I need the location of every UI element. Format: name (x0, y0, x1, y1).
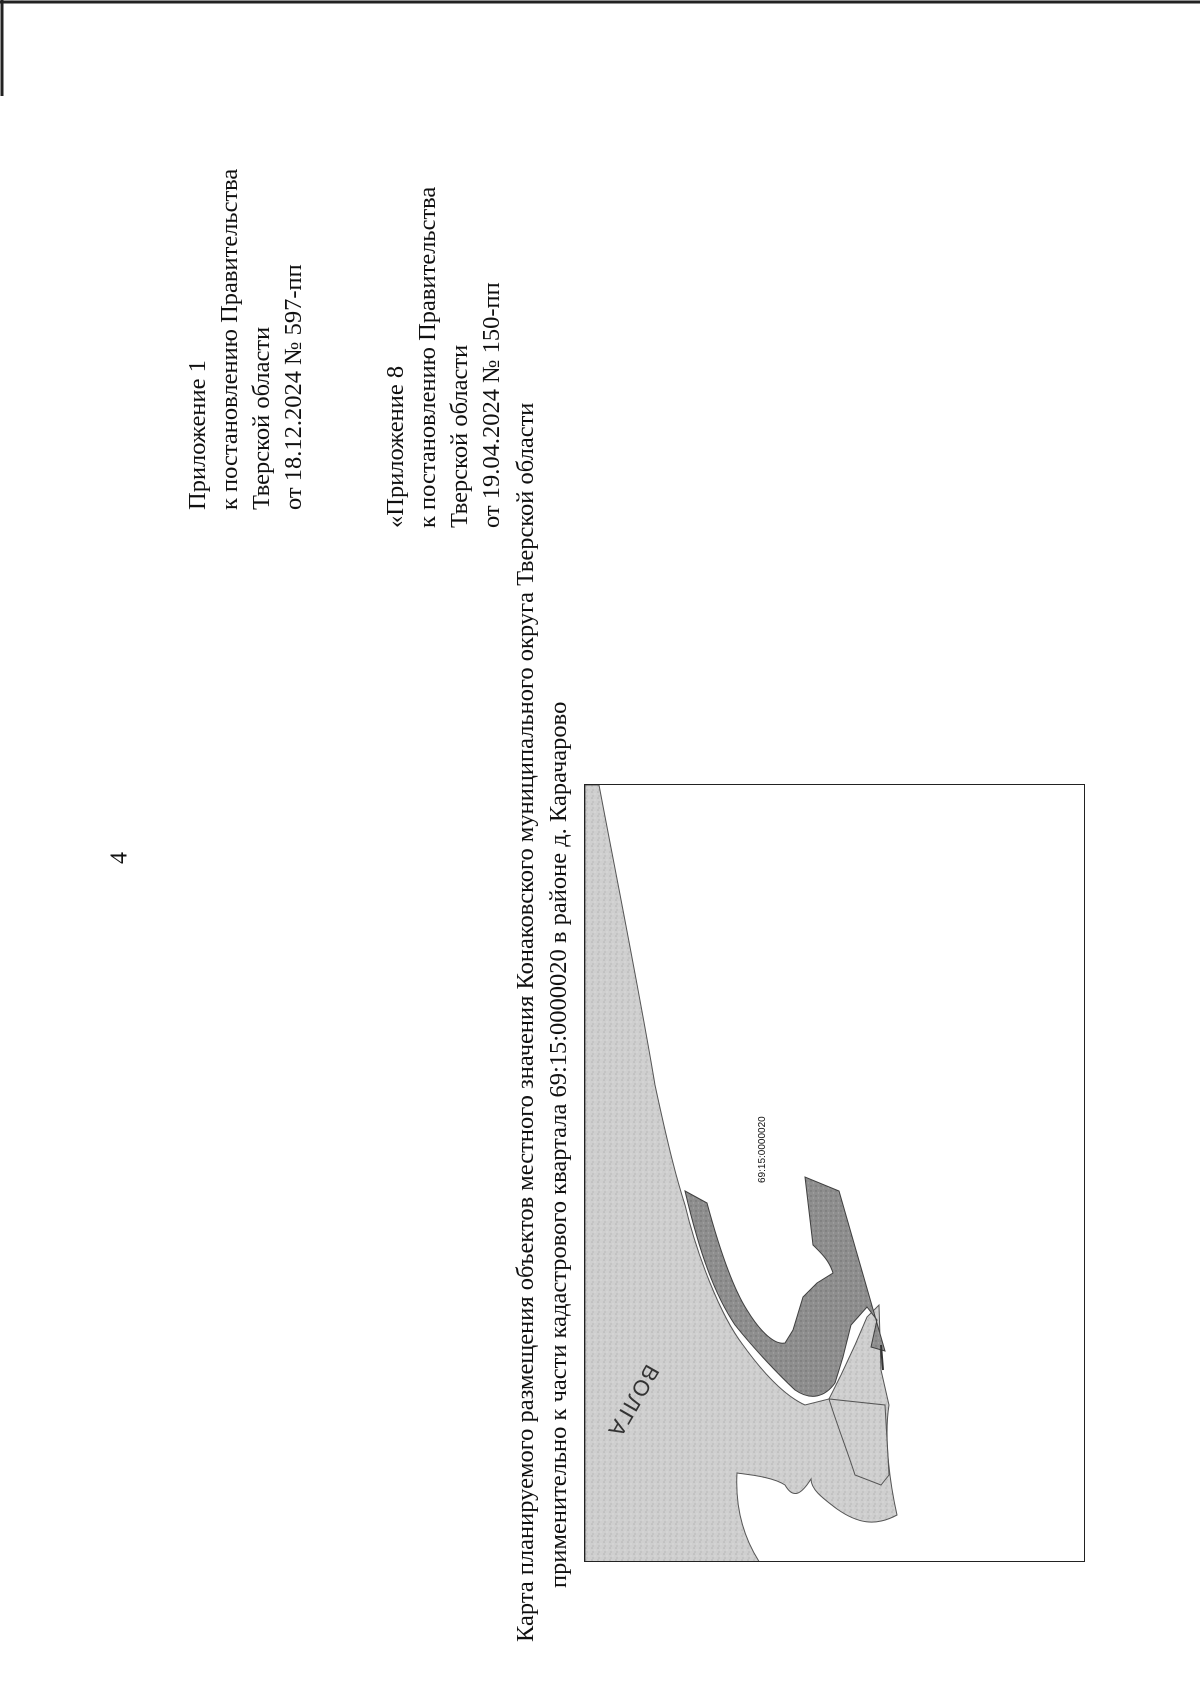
map-title (509, 112, 575, 1642)
annex-8-line: от 19.04.2024 № 150-пп (478, 282, 505, 528)
annex-1-line: от 18.12.2024 № 597-пп (280, 264, 307, 510)
annex-8-line: «Приложение 8 (382, 365, 409, 528)
map-title-line-2: применительно к части кадастрового квартала 69:15:0000020 в районе д. Карачарово (545, 701, 572, 1588)
annex-8-line: Тверской области (446, 344, 473, 528)
annex-8-line: к постановлению Правительства (414, 186, 441, 528)
map-title-line-1: Карта планируемого размещения объектов местного значения Конаковского муниципального округа Тверской области (512, 402, 539, 1642)
page-number: 4 (106, 852, 133, 864)
annex-8-header (380, 187, 508, 528)
annex-1-line: к постановлению Правительства (216, 168, 243, 510)
cadastral-number-label: 69:15:0000020 (757, 1116, 768, 1183)
annex-1-header (182, 169, 310, 510)
annex-1-line: Приложение 1 (184, 360, 211, 510)
map-frame (584, 784, 1085, 1562)
map-canvas (585, 785, 1085, 1562)
river-label: ВОЛГА (602, 1360, 665, 1443)
annex-1-line: Тверской области (248, 326, 275, 510)
